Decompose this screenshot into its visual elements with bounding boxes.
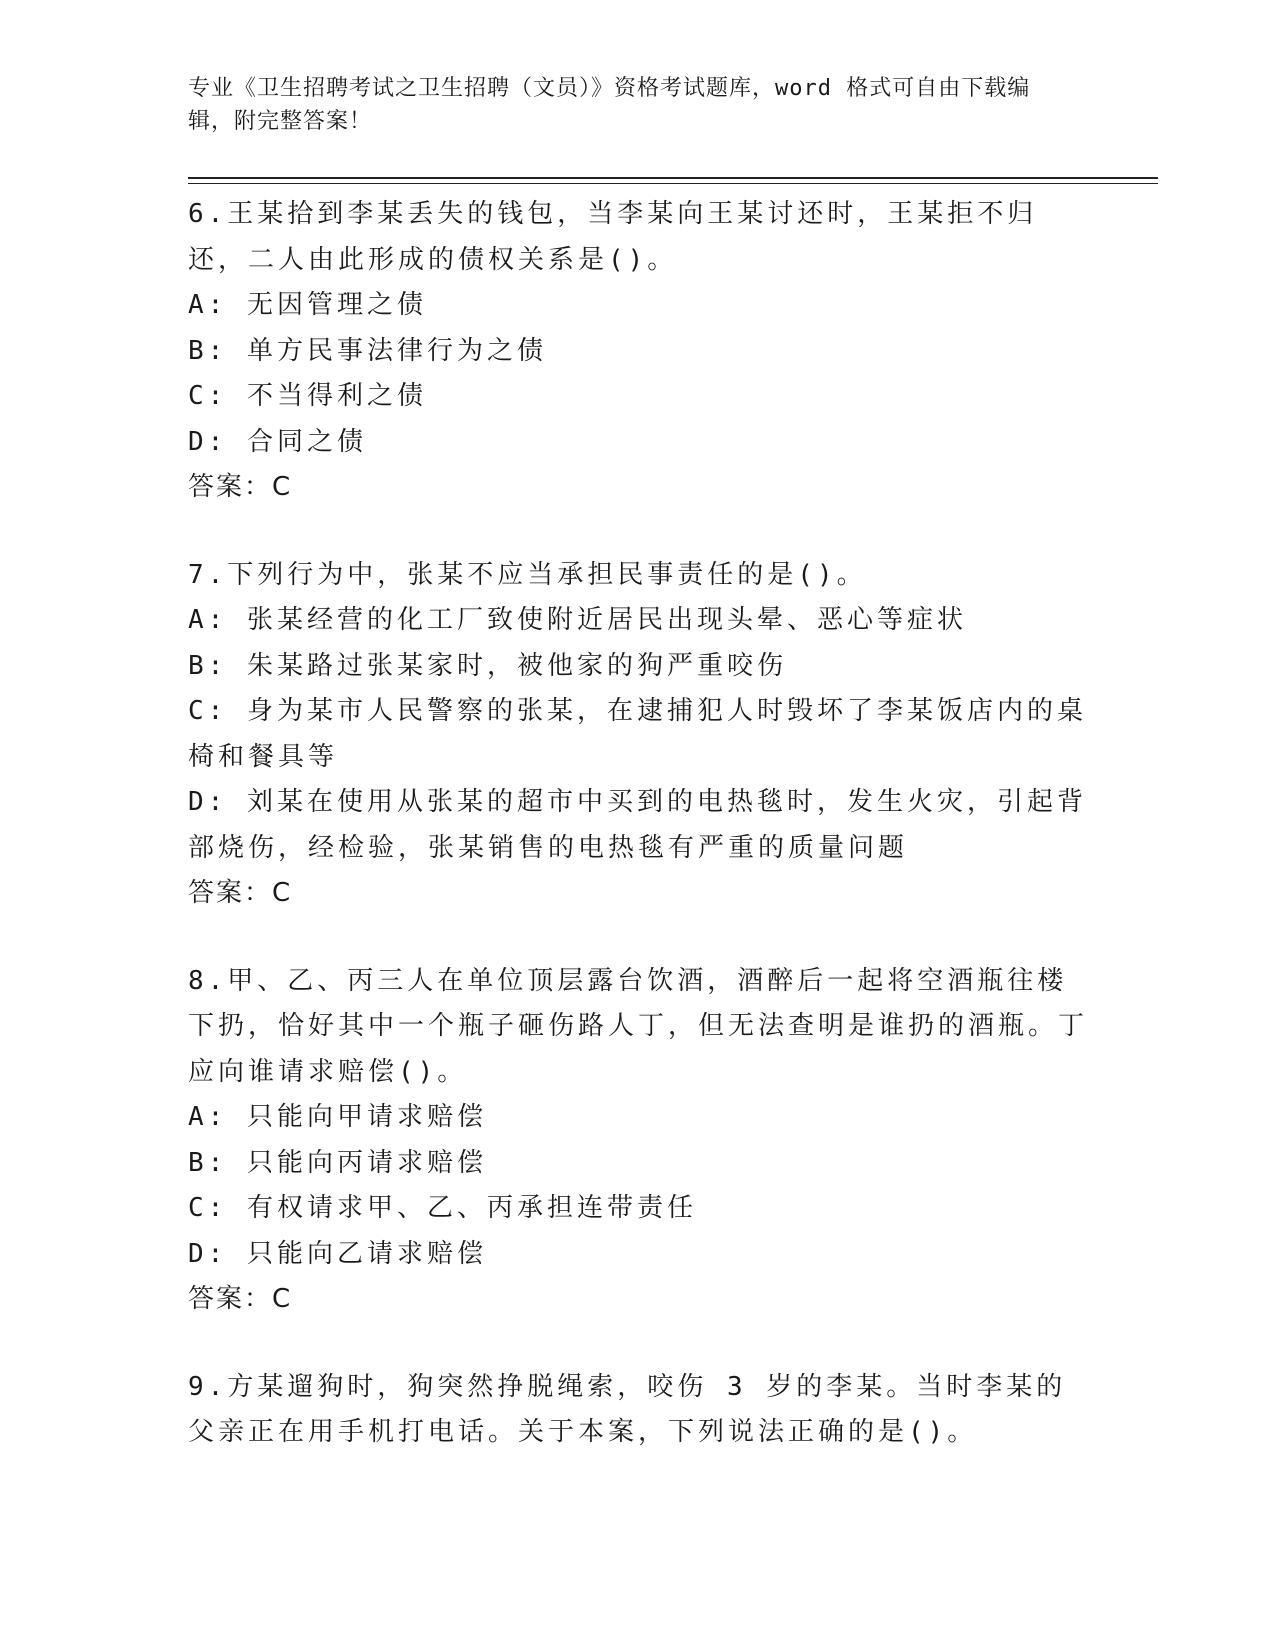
answer-label: 答案： <box>188 1284 273 1314</box>
option-c: C: 身为某市人民警察的张某，在逮捕犯人时毁坏了李某饭店内的桌椅和餐具等 <box>188 696 1087 772</box>
option-d: D: 刘某在使用从张某的超市中买到的电热毯时，发生火灾，引起背部烧伤，经检验，张某销售的电热毯有严重的质量问题 <box>188 787 1087 863</box>
answer-value: C <box>272 878 292 908</box>
option-c: C: 不当得利之债 <box>188 381 427 411</box>
option-b: B: 只能向丙请求赔偿 <box>188 1147 487 1178</box>
question-6 <box>188 192 1088 511</box>
option-b: B: 单方民事法律行为之债 <box>188 335 547 366</box>
answer-label: 答案： <box>188 878 273 908</box>
question-text: 7.下列行为中，张某不应当承担民事责任的是()。 <box>188 559 867 590</box>
question-text: 8.甲、乙、丙三人在单位顶层露台饮酒，酒醉后一起将空酒瓶往楼下扔，恰好其中一个瓶子砸伤路人丁，但无法查明是谁扔的酒瓶。丁应向谁请求赔偿()。 <box>188 965 1089 1087</box>
question-list <box>188 192 1088 1498</box>
question-text: 6.王某拾到李某丢失的钱包，当李某向王某讨还时，王某拒不归还，二人由此形成的债权关系是()。 <box>188 199 1038 275</box>
option-c: C: 有权请求甲、乙、丙承担连带责任 <box>188 1193 697 1223</box>
answer-value: C <box>272 1284 292 1314</box>
answer-label: 答案： <box>188 472 273 502</box>
option-b: B: 朱某路过张某家时，被他家的狗严重咬伤 <box>188 650 787 681</box>
question-7 <box>188 553 1088 917</box>
answer-line <box>188 1277 1088 1323</box>
answer-line <box>188 465 1088 511</box>
option-a: A: 只能向甲请求赔偿 <box>188 1102 487 1132</box>
answer-value: C <box>272 472 292 502</box>
header-divider <box>188 177 1158 179</box>
document-header: 专业《卫生招聘考试之卫生招聘（文员）》资格考试题库，word 格式可自由下载编辑，附完整答案！ <box>188 76 1031 134</box>
question-8 <box>188 959 1088 1323</box>
option-a: A: 无因管理之债 <box>188 290 427 320</box>
option-a: A: 张某经营的化工厂致使附近居民出现头晕、恶心等症状 <box>188 605 967 635</box>
option-d: D: 只能向乙请求赔偿 <box>188 1238 487 1269</box>
answer-line <box>188 871 1088 917</box>
question-9 <box>188 1365 1088 1456</box>
question-text: 9.方某遛狗时，狗突然挣脱绳索，咬伤 3 岁的李某。当时李某的父亲正在用手机打电话。关于本案，下列说法正确的是()。 <box>188 1371 1067 1447</box>
option-d: D: 合同之债 <box>188 426 367 457</box>
header-divider-thin <box>188 183 1158 184</box>
